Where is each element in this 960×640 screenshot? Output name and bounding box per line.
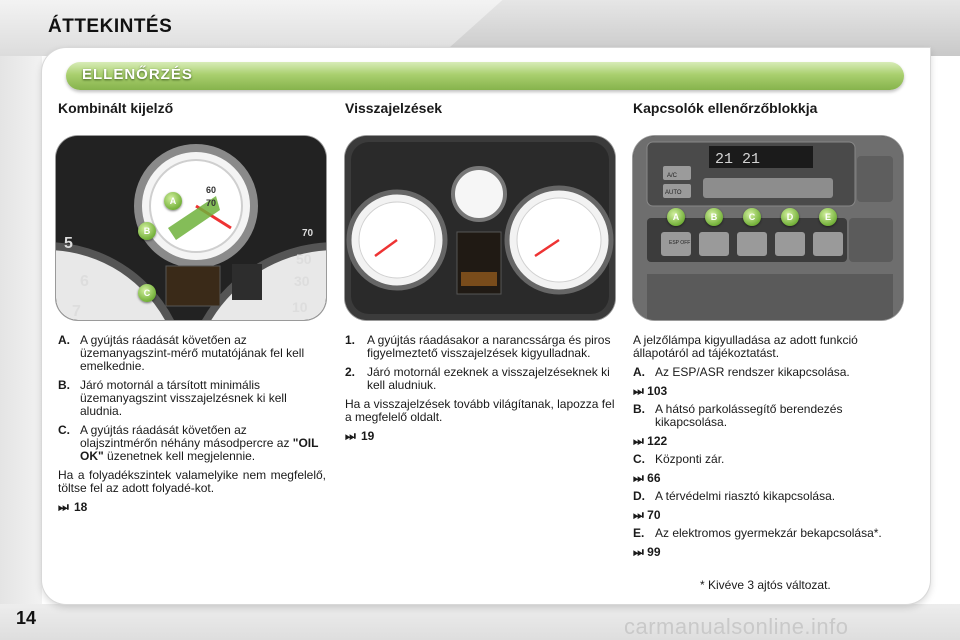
section-bar: [66, 62, 904, 90]
gauge-mark: 70: [206, 198, 217, 208]
page-reference[interactable]: [633, 546, 905, 559]
gauge-mark: 5: [64, 235, 73, 252]
item-text: A térvédelmi riasztó kikapcsolása.: [655, 489, 836, 503]
double-arrow-right-icon: ⏭: [58, 500, 69, 514]
section-bar-label: ELLENŐRZÉS: [82, 66, 193, 83]
list-item: [633, 527, 905, 540]
item-text: Központi zár.: [655, 452, 725, 466]
left-margin-shade: [0, 56, 42, 640]
item-key: B.: [633, 402, 645, 416]
gauge-mark: 6: [80, 273, 89, 290]
watermark: carmanualsonline.info: [624, 614, 849, 639]
item-emphasis: "OIL OK": [80, 436, 319, 463]
list-item: [58, 334, 326, 373]
item-text: A gyújtás ráadásakor a narancssárga és piros figyelmeztető visszajelzések kigyulladnak.: [367, 333, 611, 360]
item-key: 1.: [345, 333, 356, 347]
item-key: 2.: [345, 365, 356, 379]
gauge-mark: 70: [302, 228, 314, 239]
callout-badge-e: E: [819, 208, 837, 226]
list-item: [633, 453, 905, 466]
item-key: A.: [58, 333, 70, 347]
page-reference[interactable]: [633, 435, 905, 448]
callout-badge-c: C: [138, 284, 156, 302]
double-arrow-right-icon: ⏭: [633, 508, 648, 522]
reference-number: 103: [647, 384, 668, 398]
item-text: Járó motornál ezeknek a visszajelzéseknek ki kell aludniuk.: [367, 365, 610, 392]
double-arrow-right-icon: ⏭: [633, 434, 648, 448]
instrument-cluster-photo: [345, 136, 615, 320]
right-column-heading: Kapcsolók ellenőrzőblokkja: [633, 100, 818, 116]
item-key: C.: [633, 452, 645, 466]
item-text: Járó motornál a társított minimális üzemanyagszint visszajelzésnek ki kell aludnia.: [80, 378, 287, 418]
item-text: A gyújtás ráadását követően az üzemanyagszint-mérő mutatójának fel kell emelkednie.: [80, 333, 305, 373]
double-arrow-right-icon: ⏭: [345, 429, 356, 443]
callout-badge-a: A: [667, 208, 685, 226]
double-arrow-right-icon: ⏭: [633, 471, 648, 485]
gauge-mark: 30: [294, 273, 310, 289]
list-item: [633, 366, 905, 379]
callout-badge-b: B: [705, 208, 723, 226]
instrument-cluster-illustration: [345, 136, 615, 320]
list-item: [58, 379, 326, 418]
ac-button-label: A/C: [667, 173, 678, 179]
reference-number: 66: [647, 471, 661, 485]
list-item: [58, 424, 326, 463]
reference-number: 99: [647, 545, 661, 559]
left-paragraph: Ha a folyadékszintek valamelyike nem megfelelő, töltse fel az adott folyadé-kot.: [58, 468, 326, 495]
page-reference[interactable]: [633, 509, 905, 522]
right-intro: A jelzőlámpa kigyulladása az adott funkció állapotáról ad tájékoztatást.: [633, 333, 858, 360]
callout-badge-a: A: [164, 192, 182, 210]
gauge-mark: 7: [72, 303, 81, 320]
reference-number: 18: [74, 500, 88, 514]
switch-block-photo: [633, 136, 903, 320]
footnote: * Kivéve 3 ajtós változat.: [700, 578, 831, 592]
left-column-text: [58, 334, 326, 520]
reference-number: 70: [647, 508, 661, 522]
left-column-heading: Kombinált kijelző: [58, 100, 174, 116]
item-key: A.: [633, 365, 645, 379]
auto-button-label: AUTO: [665, 190, 682, 196]
switch-block-illustration: [633, 136, 903, 320]
list-item: [633, 403, 905, 429]
reference-number: 19: [361, 429, 375, 443]
combined-display-photo: [56, 136, 326, 320]
list-item: [633, 490, 905, 503]
gauge-mark: 10: [292, 299, 308, 315]
item-text: A gyújtás ráadását követően az olajszintmérőn néhány másodpercre az: [80, 423, 293, 450]
list-item: [345, 334, 617, 360]
middle-column-text: [345, 334, 617, 449]
combined-display-illustration: [56, 136, 326, 320]
middle-paragraph: Ha a visszajelzések tovább világítanak, lapozza fel a megfelelő oldalt.: [345, 397, 615, 424]
callout-badge-c: C: [743, 208, 761, 226]
item-key: D.: [633, 489, 645, 503]
esp-button-label: ESP OFF: [669, 240, 691, 246]
climate-display-readout: 21 21: [715, 151, 761, 168]
reference-number: 122: [647, 434, 668, 448]
double-arrow-right-icon: ⏭: [633, 545, 648, 559]
item-key: E.: [633, 526, 645, 540]
item-text-after: üzenetnek kell megjelennie.: [103, 449, 256, 463]
page-reference[interactable]: [58, 501, 326, 514]
page-number: 14: [16, 608, 37, 628]
item-key: C.: [58, 423, 70, 437]
page-reference[interactable]: [345, 430, 617, 443]
gauge-mark: 50: [296, 251, 312, 267]
gauge-mark: 60: [206, 185, 217, 195]
list-item: [345, 366, 617, 392]
page-reference[interactable]: [633, 385, 905, 398]
middle-column-heading: Visszajelzések: [345, 100, 443, 116]
page-reference[interactable]: [633, 472, 905, 485]
double-arrow-right-icon: ⏭: [633, 384, 648, 398]
item-text: Az ESP/ASR rendszer kikapcsolása.: [655, 365, 850, 379]
item-text: Az elektromos gyermekzár bekapcsolása*.: [655, 526, 882, 540]
page-title: ÁTTEKINTÉS: [48, 16, 173, 37]
item-text: A hátsó parkolássegítő berendezés kikapcsolása.: [655, 402, 843, 429]
right-column-text: [633, 334, 905, 564]
callout-badge-d: D: [781, 208, 799, 226]
callout-badge-b: B: [138, 222, 156, 240]
item-key: B.: [58, 378, 70, 392]
